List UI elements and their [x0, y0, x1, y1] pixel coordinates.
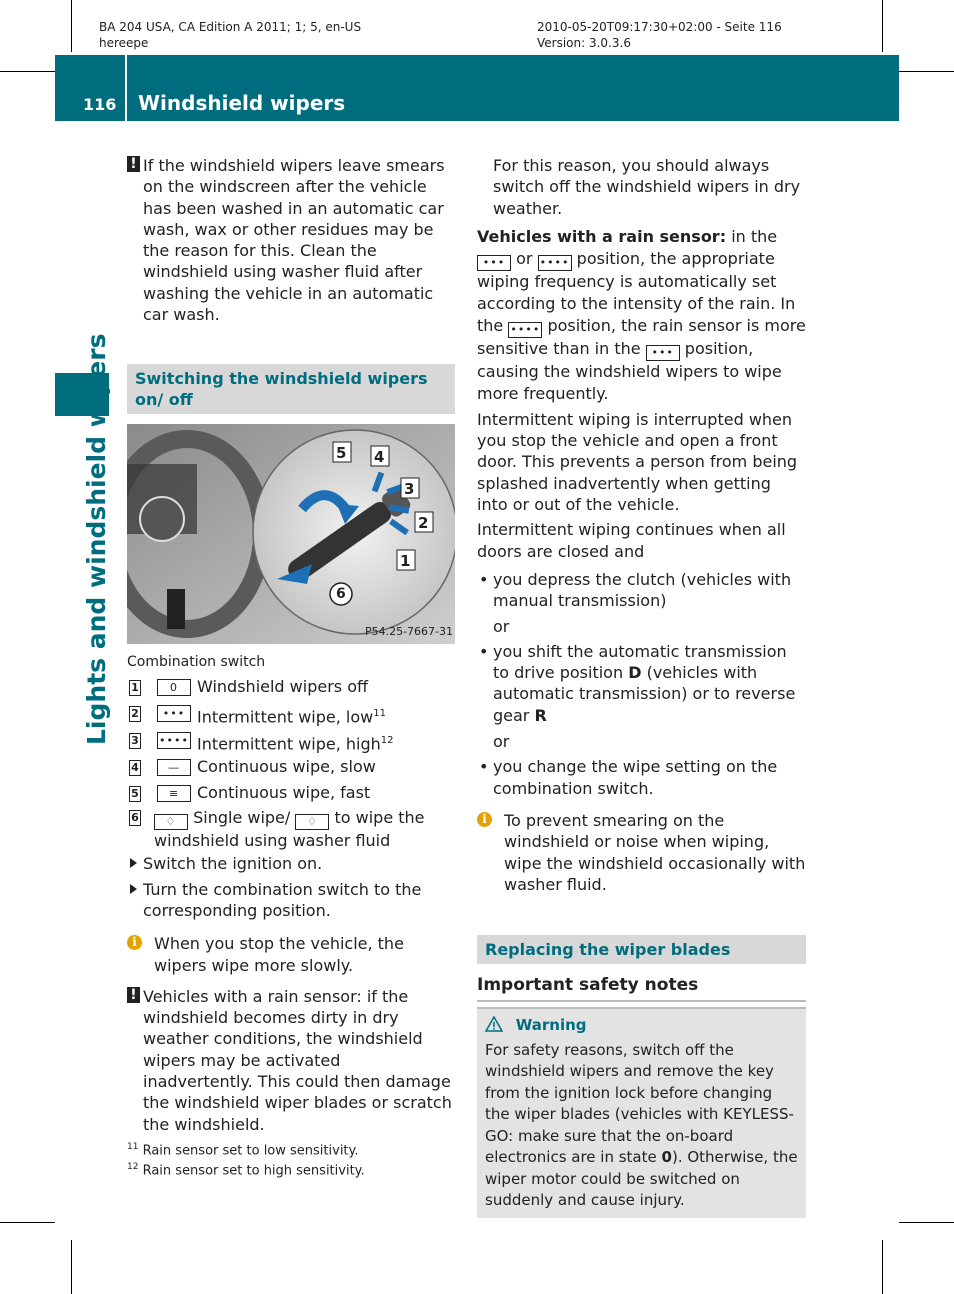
page-title: Windshield wipers: [138, 91, 346, 115]
legend-number: 5: [129, 786, 141, 802]
crop-mark: [882, 0, 883, 52]
info-icon: i: [127, 935, 142, 950]
bullet-item: • you depress the clutch (vehicles with manual transmission): [479, 569, 792, 611]
legend-item: 4 — Continuous wipe, slow: [127, 754, 455, 780]
info-block: i When you stop the vehicle, the wipers wipe more slowly.: [127, 933, 455, 976]
legend-number: 3: [129, 733, 141, 749]
callout-5: 5: [336, 444, 347, 463]
intermittent-high-icon: ••••: [508, 322, 542, 338]
legend-item: 1 0 Windshield wipers off: [127, 674, 455, 700]
or-text: or: [493, 732, 510, 752]
continuous-fast-icon: ≡: [157, 785, 191, 802]
intermittent-low-icon: •••: [646, 345, 680, 361]
legend-item: 6 ♢ Single wipe/ ♢ to wipe the windshield using washer fluid: [127, 807, 455, 852]
intermittent-high-icon: ••••: [157, 732, 191, 749]
footnote: $^{12}$ Rain sensor set to high sensitivity.: [127, 1162, 365, 1179]
section-heading: Replacing the wiper blades: [477, 935, 806, 964]
single-wipe-icon: ♢: [154, 814, 188, 830]
continued-notice: For this reason, you should always switch off the windshield wipers in dry weather.: [493, 156, 801, 218]
page-header: [55, 55, 899, 121]
figure-caption: Combination switch: [127, 654, 266, 671]
bullet-item: • you shift the automatic transmission to drive position D (vehicles with automatic transmission) or to reverse gear R: [479, 641, 796, 725]
legend-item: 3 •••• Intermittent wipe, high$^{12}$: [127, 727, 455, 754]
info-block: i To prevent smearing on the windshield or noise when wiping, wipe the windshield occasionally with washer fluid.: [477, 810, 806, 895]
crop-mark: [0, 1222, 55, 1223]
page-number-box: [55, 55, 127, 121]
continuous-slow-icon: —: [157, 759, 191, 776]
crop-mark: [71, 0, 72, 52]
figure-combination-switch: [127, 424, 455, 644]
paragraph: Intermittent wiping continues when all doors are closed and: [477, 520, 786, 561]
legend-number: 6: [129, 810, 141, 826]
wiper-off-icon: 0: [157, 679, 191, 696]
or-text: or: [493, 616, 510, 636]
notice-block: ! If the windshield wipers leave smears on the windscreen after the vehicle has been washed in an automatic car wash, wax or other residues may be the reason for this. Clean the windshield using washer fluid after washing the vehicle in an automatic car wash.: [127, 155, 455, 325]
crop-mark: [0, 71, 55, 72]
page-number: 116: [83, 95, 117, 114]
step-item: Turn the combination switch to the corresponding position.: [127, 879, 455, 922]
callout-6: 6: [336, 586, 346, 603]
rain-sensor-paragraph: Vehicles with a rain sensor: in the ••• or •••• position, the appropriate wiping frequency is automatically set according to the intensity of the rain. In the •••• position, the rain sensor is more sensitive than in the ••• position, causing the windshield wipers to wipe more frequently.: [477, 226, 806, 403]
intermittent-high-icon: ••••: [538, 255, 572, 271]
notice-block: ! Vehicles with a rain sensor: if the windshield becomes dirty in dry weather conditions, the windshield wipers may be activated inadvertently. This could then damage the windshield wiper blades or scratch the windshield.: [127, 986, 455, 1135]
crop-mark: [882, 1240, 883, 1294]
warning-triangle-icon: [485, 1016, 503, 1032]
legend-number: 2: [129, 706, 141, 722]
paragraph: Intermittent wiping is interrupted when you stop the vehicle and open a front door. This prevents a person from being splashed inadvertently when getting into or out of the vehicle.: [477, 409, 798, 515]
step-item: Switch the ignition on.: [127, 853, 455, 874]
section-heading: Switching the windshield wipers on/ off: [127, 364, 455, 414]
legend-item: 5 ≡ Continuous wipe, fast: [127, 780, 455, 806]
callout-3: 3: [404, 480, 415, 499]
crop-mark: [899, 71, 954, 72]
bullet-item: • you change the wipe setting on the combination switch.: [479, 757, 778, 798]
callout-2: 2: [418, 514, 429, 533]
left-column: [127, 155, 455, 1135]
warning-header: Warning: [485, 1015, 798, 1037]
step-arrow-icon: [130, 884, 137, 894]
legend-list: [127, 674, 455, 852]
legend-number: 1: [129, 680, 141, 696]
legend-item: 2 ••• Intermittent wipe, low$^{11}$: [127, 700, 455, 727]
crop-mark: [71, 1240, 72, 1294]
warning-box: [477, 1007, 806, 1218]
print-meta-right: 2010-05-20T09:17:30+02:00 - Seite 116 Version: 3.0.3.6: [537, 20, 782, 50]
intermittent-low-icon: •••: [157, 705, 191, 722]
figure-code: P54.25-7667-31: [364, 625, 453, 639]
legend-number: 4: [129, 760, 141, 776]
combination-switch-illustration: [127, 424, 455, 644]
chapter-title: Lights and windshield wipers: [82, 333, 111, 745]
intermittent-low-icon: •••: [477, 255, 511, 271]
step-arrow-icon: [130, 858, 137, 868]
print-meta-left: BA 204 USA, CA Edition A 2011; 1; 5, en-US hereepe: [99, 20, 362, 50]
exclamation-icon: !: [127, 987, 140, 1003]
callout-4: 4: [374, 448, 385, 467]
subheading: Important safety notes: [477, 975, 806, 1002]
footnote: $^{11}$ Rain sensor set to low sensitivity.: [127, 1142, 359, 1159]
right-column: [477, 155, 806, 1218]
warning-text: For safety reasons, switch off the windshield wipers and remove the key from the ignition lock before changing the wiper blades (vehicles with KEYLESS-GO: make sure that the on-board electronics are in state 0). Otherwise, the wiper motor could be switched on suddenly and cause injury.: [485, 1040, 798, 1210]
info-icon: i: [477, 812, 492, 827]
washer-fluid-icon: ♢: [295, 814, 329, 830]
callout-1: 1: [400, 552, 411, 571]
exclamation-icon: !: [127, 156, 140, 172]
crop-mark: [899, 1222, 954, 1223]
